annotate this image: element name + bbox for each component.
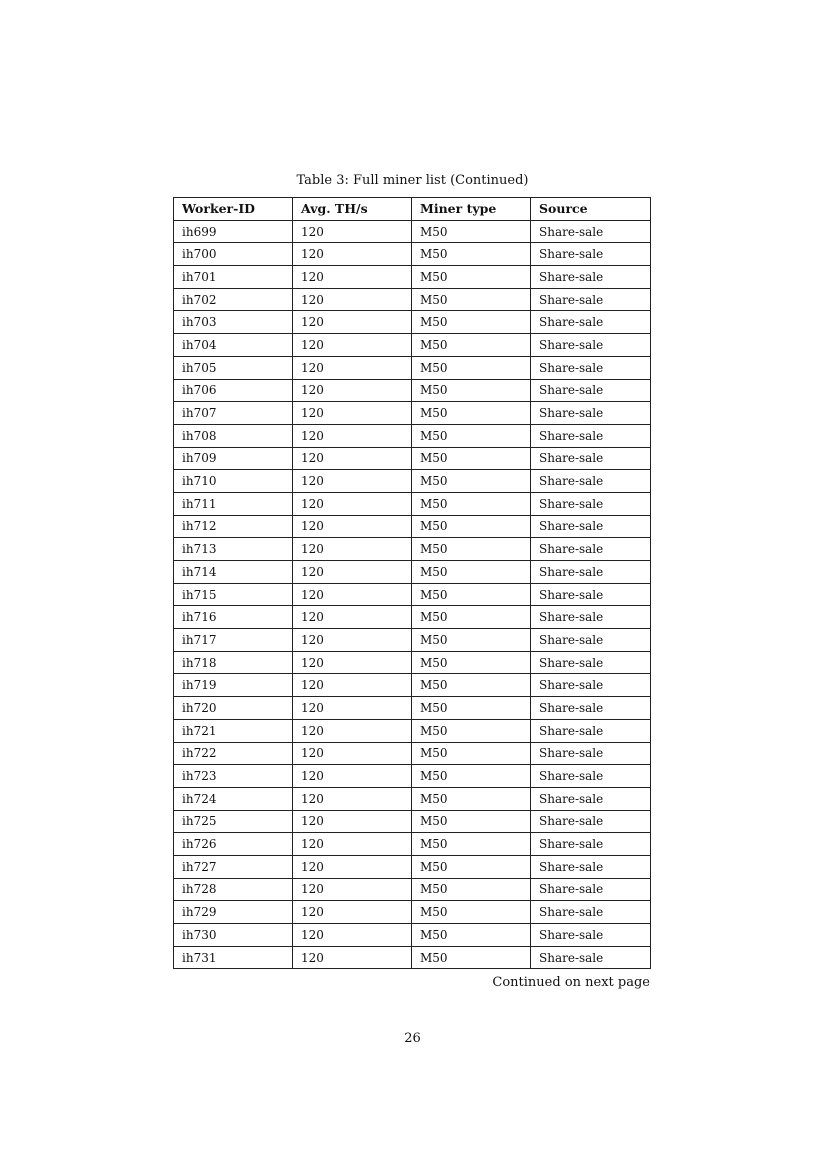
cell-miner-type: M50 (412, 288, 531, 311)
cell-source: Share-sale (531, 492, 651, 515)
cell-avg-ths: 120 (293, 651, 412, 674)
cell-worker-id: ih699 (174, 220, 293, 243)
table-row (174, 402, 651, 425)
cell-worker-id: ih727 (174, 855, 293, 878)
cell-source: Share-sale (531, 220, 651, 243)
cell-avg-ths: 120 (293, 901, 412, 924)
cell-worker-id: ih713 (174, 538, 293, 561)
cell-avg-ths: 120 (293, 810, 412, 833)
table-row (174, 697, 651, 720)
table-row (174, 266, 651, 289)
cell-worker-id: ih706 (174, 379, 293, 402)
cell-worker-id: ih720 (174, 697, 293, 720)
table-row (174, 583, 651, 606)
table-caption: Table 3: Full miner list (Continued) (296, 173, 529, 188)
cell-source: Share-sale (531, 538, 651, 561)
cell-avg-ths: 120 (293, 561, 412, 584)
cell-miner-type: M50 (412, 855, 531, 878)
table-row (174, 288, 651, 311)
cell-miner-type: M50 (412, 311, 531, 334)
cell-source: Share-sale (531, 515, 651, 538)
cell-avg-ths: 120 (293, 946, 412, 969)
table-row (174, 787, 651, 810)
table-row (174, 719, 651, 742)
cell-avg-ths: 120 (293, 311, 412, 334)
cell-avg-ths: 120 (293, 243, 412, 266)
cell-source: Share-sale (531, 674, 651, 697)
miner-table (173, 197, 651, 969)
cell-worker-id: ih718 (174, 651, 293, 674)
cell-source: Share-sale (531, 719, 651, 742)
cell-miner-type: M50 (412, 765, 531, 788)
cell-worker-id: ih702 (174, 288, 293, 311)
cell-worker-id: ih728 (174, 878, 293, 901)
cell-source: Share-sale (531, 924, 651, 947)
cell-source: Share-sale (531, 787, 651, 810)
cell-worker-id: ih723 (174, 765, 293, 788)
cell-miner-type: M50 (412, 515, 531, 538)
column-header-worker-id: Worker-ID (174, 198, 293, 221)
table-row (174, 674, 651, 697)
cell-worker-id: ih717 (174, 629, 293, 652)
cell-miner-type: M50 (412, 833, 531, 856)
cell-worker-id: ih701 (174, 266, 293, 289)
cell-avg-ths: 120 (293, 424, 412, 447)
cell-source: Share-sale (531, 447, 651, 470)
cell-miner-type: M50 (412, 606, 531, 629)
cell-source: Share-sale (531, 356, 651, 379)
cell-worker-id: ih705 (174, 356, 293, 379)
table-row (174, 311, 651, 334)
cell-source: Share-sale (531, 402, 651, 425)
cell-avg-ths: 120 (293, 878, 412, 901)
cell-avg-ths: 120 (293, 402, 412, 425)
cell-miner-type: M50 (412, 810, 531, 833)
table-row (174, 424, 651, 447)
table-body (174, 220, 651, 969)
cell-avg-ths: 120 (293, 629, 412, 652)
cell-worker-id: ih712 (174, 515, 293, 538)
cell-source: Share-sale (531, 629, 651, 652)
cell-miner-type: M50 (412, 538, 531, 561)
cell-worker-id: ih700 (174, 243, 293, 266)
cell-source: Share-sale (531, 606, 651, 629)
cell-avg-ths: 120 (293, 742, 412, 765)
cell-worker-id: ih703 (174, 311, 293, 334)
table-row (174, 946, 651, 969)
cell-miner-type: M50 (412, 379, 531, 402)
cell-worker-id: ih708 (174, 424, 293, 447)
table-row (174, 901, 651, 924)
table-row (174, 379, 651, 402)
cell-miner-type: M50 (412, 492, 531, 515)
cell-source: Share-sale (531, 651, 651, 674)
page-number: 26 (404, 1031, 421, 1046)
cell-source: Share-sale (531, 946, 651, 969)
table-row (174, 356, 651, 379)
cell-worker-id: ih726 (174, 833, 293, 856)
table-row (174, 561, 651, 584)
cell-worker-id: ih715 (174, 583, 293, 606)
cell-worker-id: ih710 (174, 470, 293, 493)
cell-worker-id: ih724 (174, 787, 293, 810)
cell-avg-ths: 120 (293, 719, 412, 742)
table-row (174, 742, 651, 765)
table-row (174, 629, 651, 652)
cell-avg-ths: 120 (293, 697, 412, 720)
cell-worker-id: ih730 (174, 924, 293, 947)
cell-miner-type: M50 (412, 266, 531, 289)
cell-source: Share-sale (531, 288, 651, 311)
table-row (174, 855, 651, 878)
cell-avg-ths: 120 (293, 924, 412, 947)
cell-source: Share-sale (531, 561, 651, 584)
cell-source: Share-sale (531, 334, 651, 357)
cell-miner-type: M50 (412, 787, 531, 810)
cell-source: Share-sale (531, 833, 651, 856)
cell-worker-id: ih711 (174, 492, 293, 515)
cell-worker-id: ih709 (174, 447, 293, 470)
cell-avg-ths: 120 (293, 447, 412, 470)
cell-avg-ths: 120 (293, 583, 412, 606)
table-row (174, 243, 651, 266)
cell-source: Share-sale (531, 742, 651, 765)
table-row (174, 833, 651, 856)
cell-miner-type: M50 (412, 697, 531, 720)
table-row (174, 220, 651, 243)
cell-source: Share-sale (531, 243, 651, 266)
cell-source: Share-sale (531, 311, 651, 334)
cell-avg-ths: 120 (293, 855, 412, 878)
column-header-source: Source (531, 198, 651, 221)
cell-miner-type: M50 (412, 402, 531, 425)
cell-miner-type: M50 (412, 561, 531, 584)
cell-source: Share-sale (531, 765, 651, 788)
cell-avg-ths: 120 (293, 833, 412, 856)
table-header-row (174, 198, 651, 221)
cell-miner-type: M50 (412, 742, 531, 765)
cell-worker-id: ih704 (174, 334, 293, 357)
cell-source: Share-sale (531, 266, 651, 289)
cell-worker-id: ih707 (174, 402, 293, 425)
table-row (174, 810, 651, 833)
cell-worker-id: ih716 (174, 606, 293, 629)
table-row (174, 334, 651, 357)
table-row (174, 492, 651, 515)
continued-note: Continued on next page (492, 975, 650, 990)
cell-source: Share-sale (531, 901, 651, 924)
cell-worker-id: ih722 (174, 742, 293, 765)
column-header-miner-type: Miner type (412, 198, 531, 221)
cell-worker-id: ih725 (174, 810, 293, 833)
cell-avg-ths: 120 (293, 674, 412, 697)
cell-miner-type: M50 (412, 674, 531, 697)
cell-avg-ths: 120 (293, 470, 412, 493)
cell-miner-type: M50 (412, 470, 531, 493)
table-row (174, 878, 651, 901)
table-row (174, 765, 651, 788)
cell-source: Share-sale (531, 878, 651, 901)
cell-avg-ths: 120 (293, 288, 412, 311)
table-row (174, 651, 651, 674)
cell-miner-type: M50 (412, 583, 531, 606)
cell-miner-type: M50 (412, 924, 531, 947)
cell-source: Share-sale (531, 583, 651, 606)
cell-avg-ths: 120 (293, 266, 412, 289)
table-row (174, 515, 651, 538)
cell-miner-type: M50 (412, 629, 531, 652)
cell-avg-ths: 120 (293, 765, 412, 788)
cell-worker-id: ih731 (174, 946, 293, 969)
cell-miner-type: M50 (412, 901, 531, 924)
cell-source: Share-sale (531, 379, 651, 402)
cell-miner-type: M50 (412, 334, 531, 357)
cell-miner-type: M50 (412, 719, 531, 742)
cell-source: Share-sale (531, 424, 651, 447)
column-header-avg-ths: Avg. TH/s (293, 198, 412, 221)
cell-source: Share-sale (531, 810, 651, 833)
cell-avg-ths: 120 (293, 379, 412, 402)
cell-avg-ths: 120 (293, 356, 412, 379)
cell-miner-type: M50 (412, 651, 531, 674)
cell-avg-ths: 120 (293, 787, 412, 810)
cell-miner-type: M50 (412, 220, 531, 243)
cell-miner-type: M50 (412, 356, 531, 379)
table-row (174, 470, 651, 493)
cell-miner-type: M50 (412, 946, 531, 969)
cell-avg-ths: 120 (293, 220, 412, 243)
table-row (174, 606, 651, 629)
cell-source: Share-sale (531, 470, 651, 493)
cell-miner-type: M50 (412, 447, 531, 470)
cell-miner-type: M50 (412, 424, 531, 447)
cell-worker-id: ih714 (174, 561, 293, 584)
cell-avg-ths: 120 (293, 538, 412, 561)
table-row (174, 447, 651, 470)
cell-avg-ths: 120 (293, 492, 412, 515)
cell-worker-id: ih721 (174, 719, 293, 742)
cell-source: Share-sale (531, 855, 651, 878)
cell-source: Share-sale (531, 697, 651, 720)
cell-worker-id: ih729 (174, 901, 293, 924)
cell-avg-ths: 120 (293, 515, 412, 538)
cell-miner-type: M50 (412, 878, 531, 901)
cell-miner-type: M50 (412, 243, 531, 266)
cell-worker-id: ih719 (174, 674, 293, 697)
table-row (174, 924, 651, 947)
cell-avg-ths: 120 (293, 334, 412, 357)
table-row (174, 538, 651, 561)
cell-avg-ths: 120 (293, 606, 412, 629)
